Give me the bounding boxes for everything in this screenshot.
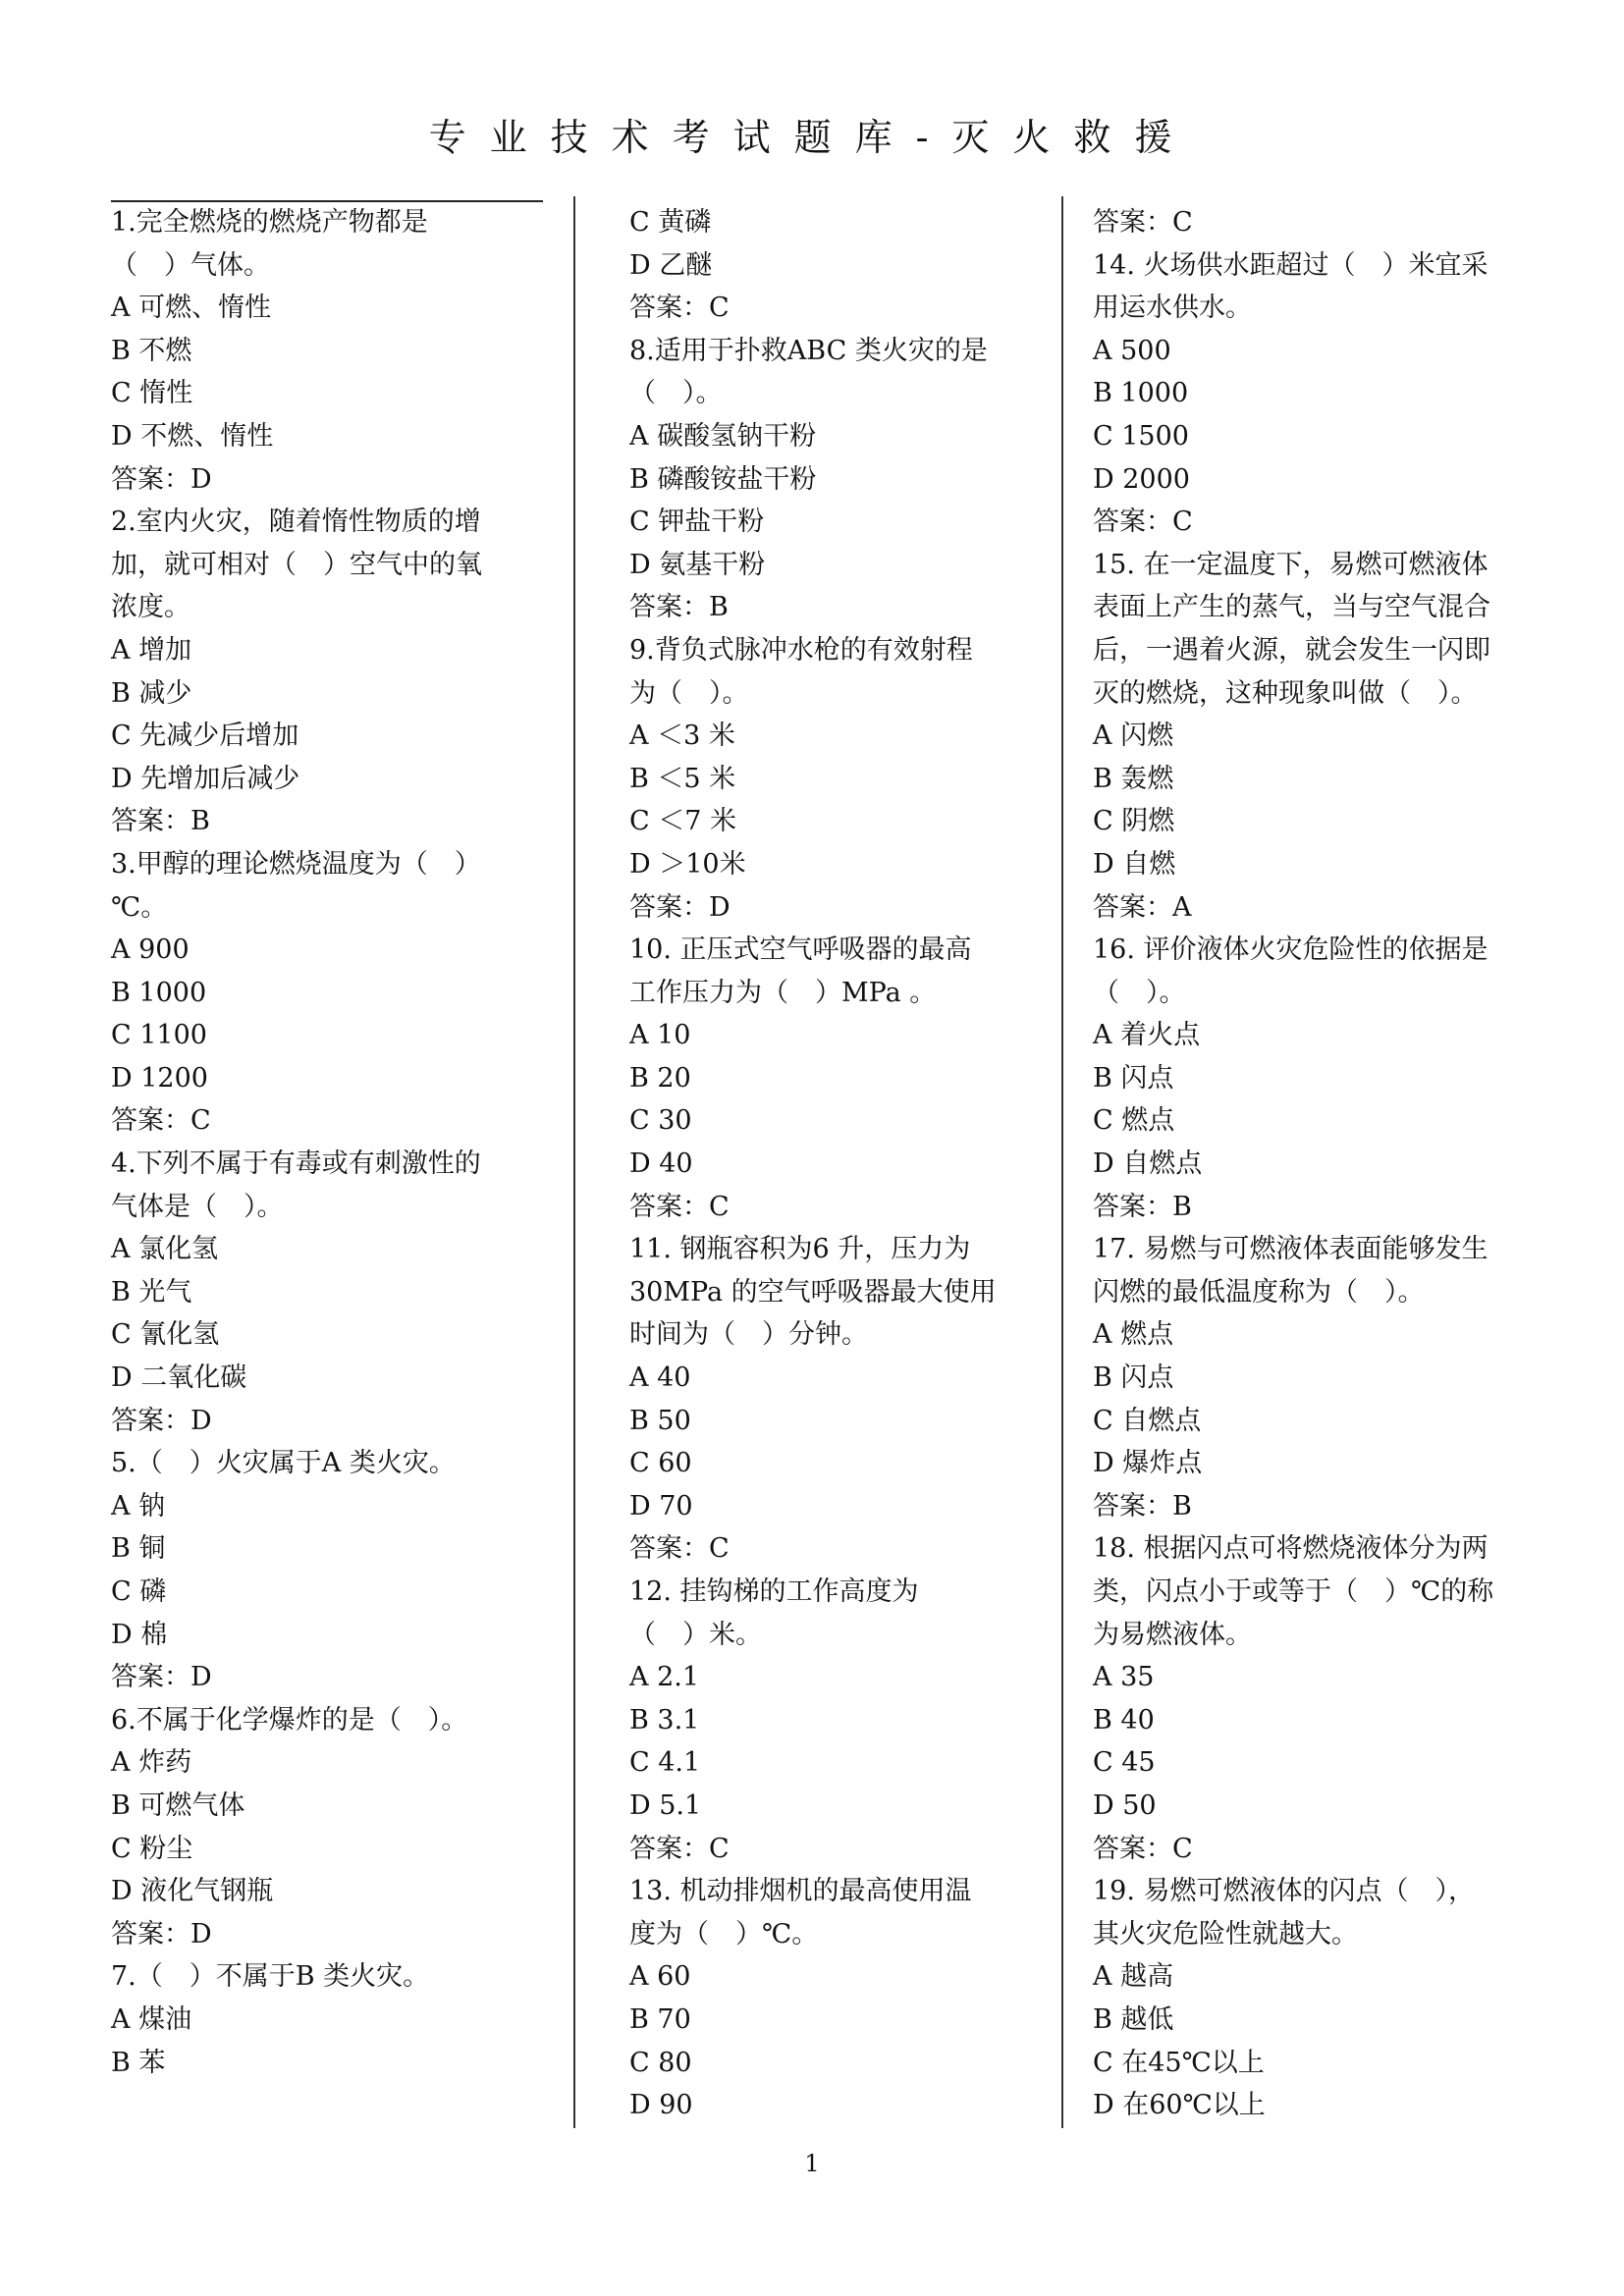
answer-line: 答案：A [1093,891,1192,923]
text-line: D 自燃 [1093,848,1176,880]
question-column-1 [111,201,563,2084]
text-line: A 着火点 [1093,1020,1201,1051]
text-line: 时间为（ ）分钟。 [629,1319,868,1351]
text-line: 气体是（ ）。 [111,1191,284,1222]
text-line: B 不燃 [111,335,192,366]
text-line: 浓度。 [111,592,190,623]
text-line: C 氰化氢 [111,1319,220,1351]
text-line: A 炸药 [111,1747,192,1779]
text-line: B 1000 [1093,378,1189,409]
text-line: C 60 [629,1448,692,1479]
question-line: 5.（ ）火灾属于A 类火灾。 [111,1448,456,1479]
question-line: 19. 易燃可燃液体的闪点（ ）， [1093,1876,1476,1907]
question-line: 3.甲醇的理论燃烧温度为（ ） [111,848,481,880]
text-line: D 5.1 [629,1789,702,1821]
column-divider-right [1061,196,1063,2128]
column-divider-left [573,196,575,2128]
text-line: （ ）。 [1093,977,1186,1008]
text-line: A 900 [111,934,189,966]
answer-line: 答案：B [111,806,210,837]
text-line: C 自燃点 [1093,1405,1202,1436]
text-line: 30MPa 的空气呼吸器最大使用 [629,1276,997,1308]
text-line: A 越高 [1093,1961,1174,1993]
text-line: D 40 [629,1148,693,1180]
text-line: B 闪点 [1093,1362,1174,1394]
question-line: 7.（ ）不属于B 类火灾。 [111,1961,430,1993]
question-line: 10. 正压式空气呼吸器的最高 [629,934,972,966]
question-line: 18. 根据闪点可将燃烧液体分为两 [1093,1533,1489,1565]
question-line: 11. 钢瓶容积为6 升，压力为 [629,1234,971,1265]
question-line: 8.适用于扑救ABC 类火灾的是 [629,335,988,366]
answer-line: 答案：D [111,1918,212,1949]
answer-line: 答案：C [629,1833,730,1864]
text-line: D 在60℃以上 [1093,2090,1266,2121]
question-line: 13. 机动排烟机的最高使用温 [629,1876,972,1907]
text-line: B ＜5 米 [629,763,736,794]
text-line: B 轰燃 [1093,763,1174,794]
text-line: B 光气 [111,1276,192,1308]
text-line: B 50 [629,1405,691,1436]
text-line: B 越低 [1093,2003,1174,2035]
page-number: 1 [804,2150,820,2177]
text-line: A 氯化氢 [111,1234,219,1265]
text-line: D 爆炸点 [1093,1448,1203,1479]
question-line: 1.完全燃烧的燃烧产物都是 [111,207,428,238]
text-line: （ ）气体。 [111,249,270,281]
text-line: C 4.1 [629,1747,701,1779]
text-line: 后，一遇着火源，就会发生一闪即 [1093,634,1490,666]
text-line: C 30 [629,1105,692,1137]
text-line: 度为（ ）℃。 [629,1918,819,1949]
answer-line: 答案：C [629,1191,730,1222]
page-title: 专业技术考试题库-灭火救援 [428,116,1196,159]
text-line: D 70 [629,1490,693,1522]
text-line: 加，就可相对（ ）空气中的氧 [111,549,482,580]
text-line: B 3.1 [629,1704,700,1735]
text-line: 类，闪点小于或等于（ ）℃的称 [1093,1576,1494,1607]
question-column-2 [629,201,1052,2127]
text-line: D ＞10米 [629,848,746,880]
text-line: C 钾盐干粉 [629,507,765,538]
text-line: A 碳酸氢钠干粉 [629,420,817,452]
text-line: C 45 [1093,1747,1156,1779]
text-line: C 80 [629,2047,692,2078]
answer-line: 答案：B [1093,1490,1192,1522]
text-line: D 90 [629,2090,693,2121]
text-line: A 可燃、惰性 [111,293,272,324]
text-line: （ ）。 [629,378,723,409]
text-line: C ＜7 米 [629,806,737,837]
text-line: A 闪燃 [1093,721,1174,752]
text-line: A 2.1 [629,1662,700,1693]
text-line: B 铜 [111,1533,166,1565]
question-line: 12. 挂钩梯的工作高度为 [629,1576,919,1607]
question-line: 4.下列不属于有毒或有刺激性的 [111,1148,481,1180]
text-line: A 增加 [111,634,192,666]
text-line: A 60 [629,1961,691,1993]
text-line: A 煤油 [111,2003,192,2035]
text-line: 用运水供水。 [1093,293,1252,324]
answer-line: 答案：C [1093,1833,1193,1864]
answer-line: 答案：D [629,891,731,923]
text-line: A 500 [1093,335,1171,366]
text-line: B 苯 [111,2047,166,2078]
question-line: 14. 火场供水距超过（ ）米宜采 [1093,249,1489,281]
question-line: 9.背负式脉冲水枪的有效射程 [629,634,973,666]
text-line: B 可燃气体 [111,1789,245,1821]
question-column-3 [1093,201,1537,2127]
text-line: A 40 [629,1362,691,1394]
text-line: D 1200 [111,1062,208,1094]
text-line: B 20 [629,1062,691,1094]
text-line: C 1500 [1093,420,1189,452]
answer-line: 答案：C [111,1105,211,1137]
text-line: D 氨基干粉 [629,549,766,580]
text-line: C 1100 [111,1020,207,1051]
text-line: A 10 [629,1020,691,1051]
text-line: B 闪点 [1093,1062,1174,1094]
text-line: C 黄磷 [629,207,712,238]
question-line: 17. 易燃与可燃液体表面能够发生 [1093,1234,1489,1265]
question-line: 2.室内火灾，随着惰性物质的增 [111,507,481,538]
question-line: 15. 在一定温度下，易燃可燃液体 [1093,549,1489,580]
text-line: D 液化气钢瓶 [111,1876,274,1907]
text-line: 表面上产生的蒸气，当与空气混合 [1093,592,1490,623]
text-line: A 35 [1093,1662,1155,1693]
text-line: C 先减少后增加 [111,721,299,752]
answer-line: 答案：C [1093,507,1193,538]
text-line: 为（ ）。 [629,677,749,709]
answer-line: 答案：B [1093,1191,1192,1222]
text-line: C 惰性 [111,378,193,409]
text-line: D 二氧化碳 [111,1362,247,1394]
text-line: D 不燃、惰性 [111,420,274,452]
text-line: B 磷酸铵盐干粉 [629,463,817,495]
question-line: 6.不属于化学爆炸的是（ ）。 [111,1704,468,1735]
answer-line: 答案：D [111,463,212,495]
text-line: 为易燃液体。 [1093,1619,1252,1650]
text-line: B 70 [629,2003,691,2035]
text-line: C 磷 [111,1576,167,1607]
text-line: A 钠 [111,1490,166,1522]
answer-line: 答案：C [629,293,730,324]
text-line: C 在45℃以上 [1093,2047,1265,2078]
text-line: A ＜3 米 [629,721,735,752]
text-line: C 阴燃 [1093,806,1175,837]
text-line: C 粉尘 [111,1833,193,1864]
text-line: D 乙醚 [629,249,713,281]
text-line: 闪燃的最低温度称为（ ）。 [1093,1276,1425,1308]
answer-line: 答案：C [629,1533,730,1565]
text-line: 其火灾危险性就越大。 [1093,1918,1358,1949]
text-line: D 先增加后减少 [111,763,300,794]
text-line: 工作压力为（ ）MPa 。 [629,977,937,1008]
question-line: 16. 评价液体火灾危险性的依据是 [1093,934,1489,966]
text-line: ℃。 [111,891,168,923]
answer-line: 答案：C [1093,207,1193,238]
text-line: D 50 [1093,1789,1157,1821]
text-line: B 1000 [111,977,207,1008]
answer-line: 答案：B [629,592,729,623]
answer-line: 答案：D [111,1405,212,1436]
text-line: D 自燃点 [1093,1148,1203,1180]
text-line: B 减少 [111,677,192,709]
text-line: （ ）米。 [629,1619,762,1650]
answer-line: 答案：D [111,1662,212,1693]
text-line: 灭的燃烧，这种现象叫做（ ）。 [1093,677,1478,709]
text-line: D 棉 [111,1619,168,1650]
text-line: C 燃点 [1093,1105,1175,1137]
text-line: B 40 [1093,1704,1155,1735]
text-line: A 燃点 [1093,1319,1174,1351]
text-line: D 2000 [1093,463,1190,495]
